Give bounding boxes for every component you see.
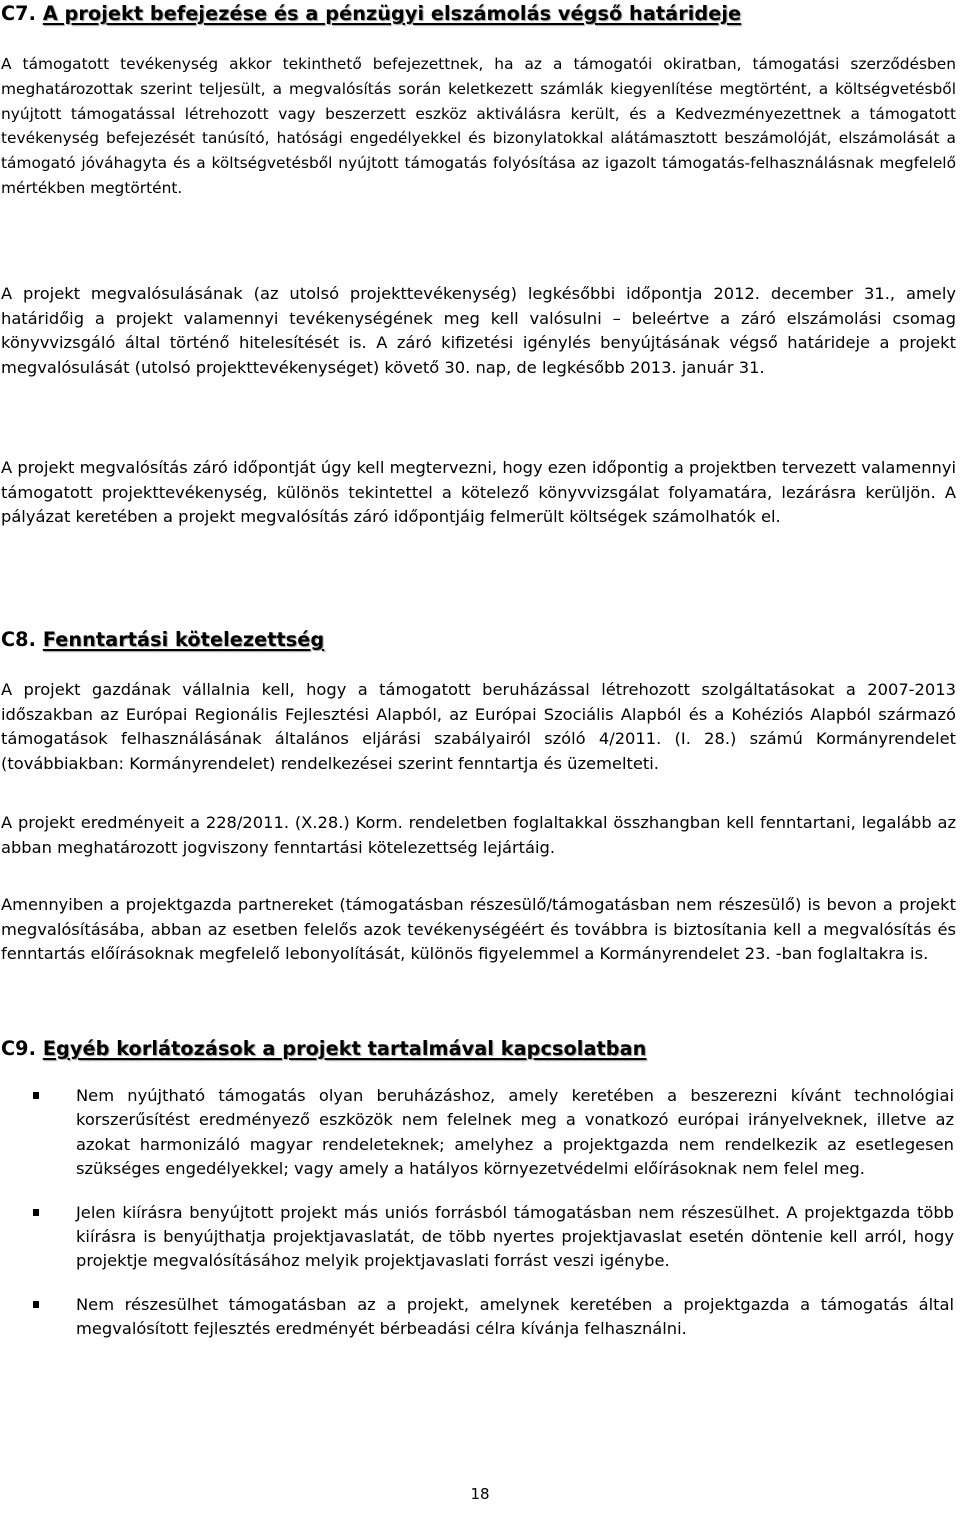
section-title: Egyéb korlátozások a projekt tartalmával kapcsolatban	[42, 1037, 647, 1060]
paragraph-c8-3: Amennyiben a projektgazda partnereket (támogatásban részesülő/támogatásban nem részesülő) is bevon a projekt megvalósításába, abban az esetben felelős azok tevékenységéért és továbbra is biztosítania kell a megvalósítás és fenntartás előírásoknak megfelelő lebonyolítását, különös figyelemmel a Kormányrendelet 23. -ban foglaltakra is.	[1, 895, 956, 964]
list-item	[1, 1201, 956, 1274]
page-number: 18	[470, 1485, 490, 1503]
section-heading-c9	[1, 1036, 646, 1062]
section-heading-c8	[1, 627, 324, 653]
section-title: A projekt befejezése és a pénzügyi elszámolás végső határideje	[42, 2, 742, 25]
list-item-text: Nem nyújtható támogatás olyan beruházáshoz, amely keretében a beszerezni kívánt technológiai korszerűsítést eredményező eszközök nem felelnek meg a vonatkozó európai irányelveknek, illetve az azokat harmonizáló magyar rendeleteknek; amelyhez a projektgazda nem rendelkezik az esetlegesen szükséges engedélyekkel; vagy amely a hatályos környezetvédelmi előírásoknak nem felel meg.	[76, 1086, 954, 1179]
section-title: Fenntartási kötelezettség	[42, 628, 325, 651]
section-heading-c7	[1, 1, 741, 27]
paragraph-c7-1: A támogatott tevékenység akkor tekinthető befejezettnek, ha az a támogatói okiratban, támogatási szerződésben meghatározottak szerint teljesült, a megvalósítás során keletkezett számlák kiegyenlítése megtörtént, a költségvetésből nyújtott támogatással létrehozott vagy beszerzett eszköz aktiválásra került, és a Kedvezményezettnek a támogatott tevékenység befejezését tanúsító, hatósági engedélyekkel és bizonylatokkal alátámasztott beszámolóját, elszámolását a támogató jóváhagyta és a költségvetésből nyújtott támogatás folyósítása az igazolt támogatás-felhasználásnak megfelelő mértékben megtörtént.	[1, 55, 956, 197]
paragraph-c7-2: A projekt megvalósulásának (az utolsó projekttevékenység) legkésőbbi időpontja 2012. december 31., amely határidőig a projekt valamennyi tevékenységének meg kell valósulni – beleértve a záró elszámolási csomag könyvvizsgáló által történő hitelesítését is. A záró kifizetési igénylés benyújtásának végső határideje a projekt megvalósulását (utolsó projekttevékenységet) követő 30. nap, de legkésőbb 2013. január 31.	[1, 284, 956, 377]
square-bullet-icon	[33, 1301, 39, 1308]
restrictions-list	[1, 1084, 956, 1342]
square-bullet-icon	[33, 1209, 39, 1216]
square-bullet-icon	[33, 1092, 39, 1099]
list-item	[1, 1293, 956, 1342]
paragraph-c7-3: A projekt megvalósítás záró időpontját úgy kell megtervezni, hogy ezen időpontig a projektben tervezett valamennyi támogatott projekttevékenység, különös tekintettel a kötelező könyvvizsgálat folyamatára, lezárásra kerüljön. A pályázat keretében a projekt megvalósítás záró időpontjáig felmerült költségek számolhatók el.	[1, 458, 956, 527]
list-item-text: Nem részesülhet támogatásban az a projekt, amelynek keretében a projektgazda a támogatás által megvalósított fejlesztés eredményét bérbeadási célra kívánja felhasználni.	[76, 1294, 954, 1339]
paragraph-c8-1: A projekt gazdának vállalnia kell, hogy a támogatott beruházással létrehozott szolgáltatásokat a 2007-2013 időszakban az Európai Regionális Fejlesztési Alapból, az Európai Szociális Alapból és a Kohéziós Alapból származó támogatások felhasználásának általános eljárási szabályairól szóló 4/2011. (I. 28.) számú Kormányrendelet (továbbiakban: Kormányrendelet) rendelkezései szerint fenntartja és üzemelteti.	[1, 680, 956, 773]
section-number: C7.	[1, 2, 37, 25]
list-item-text: Jelen kiírásra benyújtott projekt más uniós forrásból támogatásban nem részesülhet. A projektgazda több kiírásra is benyújthatja projektjavaslatát, de több nyertes projektjavaslat esetén döntenie kell arról, hogy projektje megvalósításához melyik projektjavaslati forrást veszi igénybe.	[76, 1202, 954, 1271]
list-item	[1, 1084, 956, 1182]
section-number: C8.	[1, 628, 37, 651]
paragraph-c8-2: A projekt eredményeit a 228/2011. (X.28.) Korm. rendeletben foglaltakkal összhangban kell fenntartani, legalább az abban meghatározott jogviszony fenntartási kötelezettség lejártáig.	[1, 813, 956, 857]
section-number: C9.	[1, 1037, 37, 1060]
